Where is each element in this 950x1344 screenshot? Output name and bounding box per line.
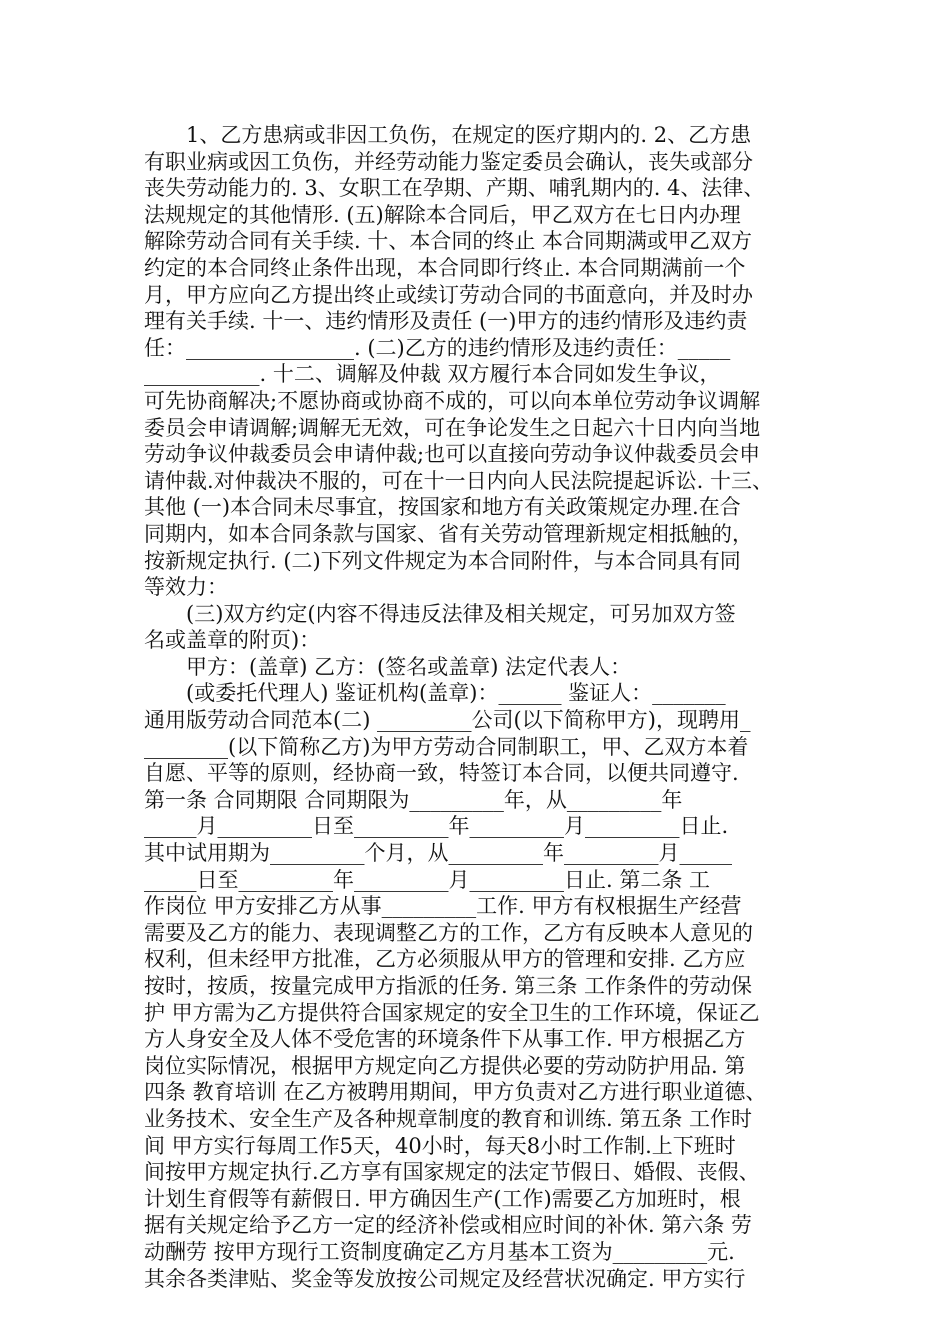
document-line: 方人身安全及人体不受危害的环境条件下从事工作. 甲方根据乙方 — [144, 1027, 746, 1052]
document-line: 按时，按质，按量完成甲方指派的任务. 第三条 工作条件的劳动保 — [144, 974, 753, 998]
document-line: 委员会申请调解;调解无无效，可在争论发生之日起六十日内向当地 — [144, 415, 761, 440]
document-line: 甲方：(盖章) 乙方：(签名或盖章) 法定代表人： — [144, 654, 632, 679]
document-line: 间按甲方规定执行.乙方享有国家规定的法定节假日、婚假、丧假、 — [144, 1160, 760, 1185]
document-line: 其他 (一)本合同未尽事宜，按国家和地方有关政策规定办理.在合 — [144, 495, 741, 520]
document-line: 岗位实际情况，根据甲方规定向乙方提供必要的劳动防护用品. 第 — [144, 1053, 746, 1078]
document-line: 丧失劳动能力的. 3、女职工在孕期、产期、哺乳期内的. 4、法律、 — [144, 176, 765, 201]
document-line: 计划生育假等有薪假日. 甲方确因生产(工作)需要乙方加班时，根 — [144, 1186, 741, 1211]
document-line: 解除劳动合同有关手续. 十、本合同的终止 本合同期满或甲乙双方 — [144, 229, 753, 254]
document-line: 业务技术、安全生产及各种规章制度的教育和训练. 第五条 工作时 — [144, 1106, 753, 1131]
document-line: 按新规定执行. (二)下列文件规定为本合同附件，与本合同具有同 — [144, 548, 741, 573]
document-line: 需要及乙方的能力、表现调整乙方的工作，乙方有反映本人意见的 — [144, 920, 753, 945]
document-line: 其中试用期为_________个月，从_________年_________月_____ — [144, 841, 732, 866]
document-line: 劳动争议仲裁委员会申请仲裁;也可以直接向劳动争议仲裁委员会申 — [144, 442, 761, 467]
document-line: 第一条 合同期限 合同期限为_________年，从_________年 — [144, 787, 683, 812]
document-line: 作岗位 甲方安排乙方从事_________工作. 甲方有权根据生产经营 — [144, 894, 742, 919]
document-line: 有职业病或因工负伤，并经劳动能力鉴定委员会确认，丧失或部分 — [144, 149, 753, 174]
document-line: 约定的本合同终止条件出现，本合同即行终止. 本合同期满前一个 — [144, 255, 746, 280]
contract-document-body — [144, 122, 810, 1292]
document-line: 1、乙方患病或非因工负伤，在规定的医疗期内的. 2、乙方患 — [144, 123, 752, 147]
document-line: 自愿、平等的原则，经协商一致，特签订本合同，以便共同遵守. — [144, 761, 739, 786]
document-line: 月，甲方应向乙方提出终止或续订劳动合同的书面意向，并及时办 — [144, 282, 753, 307]
document-line: ________(以下简称乙方)为甲方劳动合同制职工，甲、乙双方本着 — [144, 734, 749, 759]
document-line: 任：________________. (二)乙方的违约情形及违约责任：_____ — [144, 335, 731, 360]
document-line: 同期内，如本合同条款与国家、省有关劳动管理新规定相抵触的， — [144, 521, 753, 546]
document-line: ___________. 十二、调解及仲裁 双方履行本合同如发生争议， — [144, 362, 721, 387]
document-line: _____日至_________年_________月_________日止. 第二条 工 — [144, 867, 711, 892]
document-line: 请仲裁.对仲裁决不服的，可在十一日内向人民法院提起诉讼. 十三、 — [144, 468, 774, 493]
document-line: 权利，但未经甲方批准，乙方必须服从甲方的管理和安排. 乙方应 — [144, 947, 746, 972]
document-line: (或委托代理人) 鉴证机构(盖章)：______ 鉴证人：_______ — [144, 681, 726, 706]
document-line: 理有关手续. 十一、违约情形及责任 (一)甲方的违约情形及违约责 — [144, 309, 748, 334]
document-line: (三)双方约定(内容不得违反法律及相关规定，可另加双方签 — [144, 601, 736, 626]
document-line: 其余各类津贴、奖金等发放按公司规定及经营状况确定. 甲方实行 — [144, 1266, 746, 1291]
document-line: 护 甲方需为乙方提供符合国家规定的安全卫生的工作环境，保证乙 — [144, 1000, 760, 1025]
document-line: 法规规定的其他情形. (五)解除本合同后，甲乙双方在七日内办理 — [144, 202, 741, 227]
document-line: 据有关规定给予乙方一定的经济补偿或相应时间的补休. 第六条 劳 — [144, 1213, 753, 1238]
document-line: 可先协商解决;不愿协商或协商不成的，可以向本单位劳动争议调解 — [144, 388, 761, 413]
document-line: 间 甲方实行每周工作5天，40小时，每天8小时工作制.上下班时 — [144, 1133, 736, 1158]
document-line: 动酬劳 按甲方现行工资制度确定乙方月基本工资为_________元. — [144, 1239, 735, 1264]
document-line: _____月_________日至_________年_________月_________日止. — [144, 814, 729, 839]
document-line: 四条 教育培训 在乙方被聘用期间，甲方负责对乙方进行职业道德、 — [144, 1080, 767, 1105]
document-line: 通用版劳动合同范本(二) _________公司(以下简称甲方)，现聘用_ — [144, 708, 751, 733]
document-line: 名或盖章的附页)： — [144, 628, 321, 653]
document-line: 等效力： — [144, 575, 228, 600]
